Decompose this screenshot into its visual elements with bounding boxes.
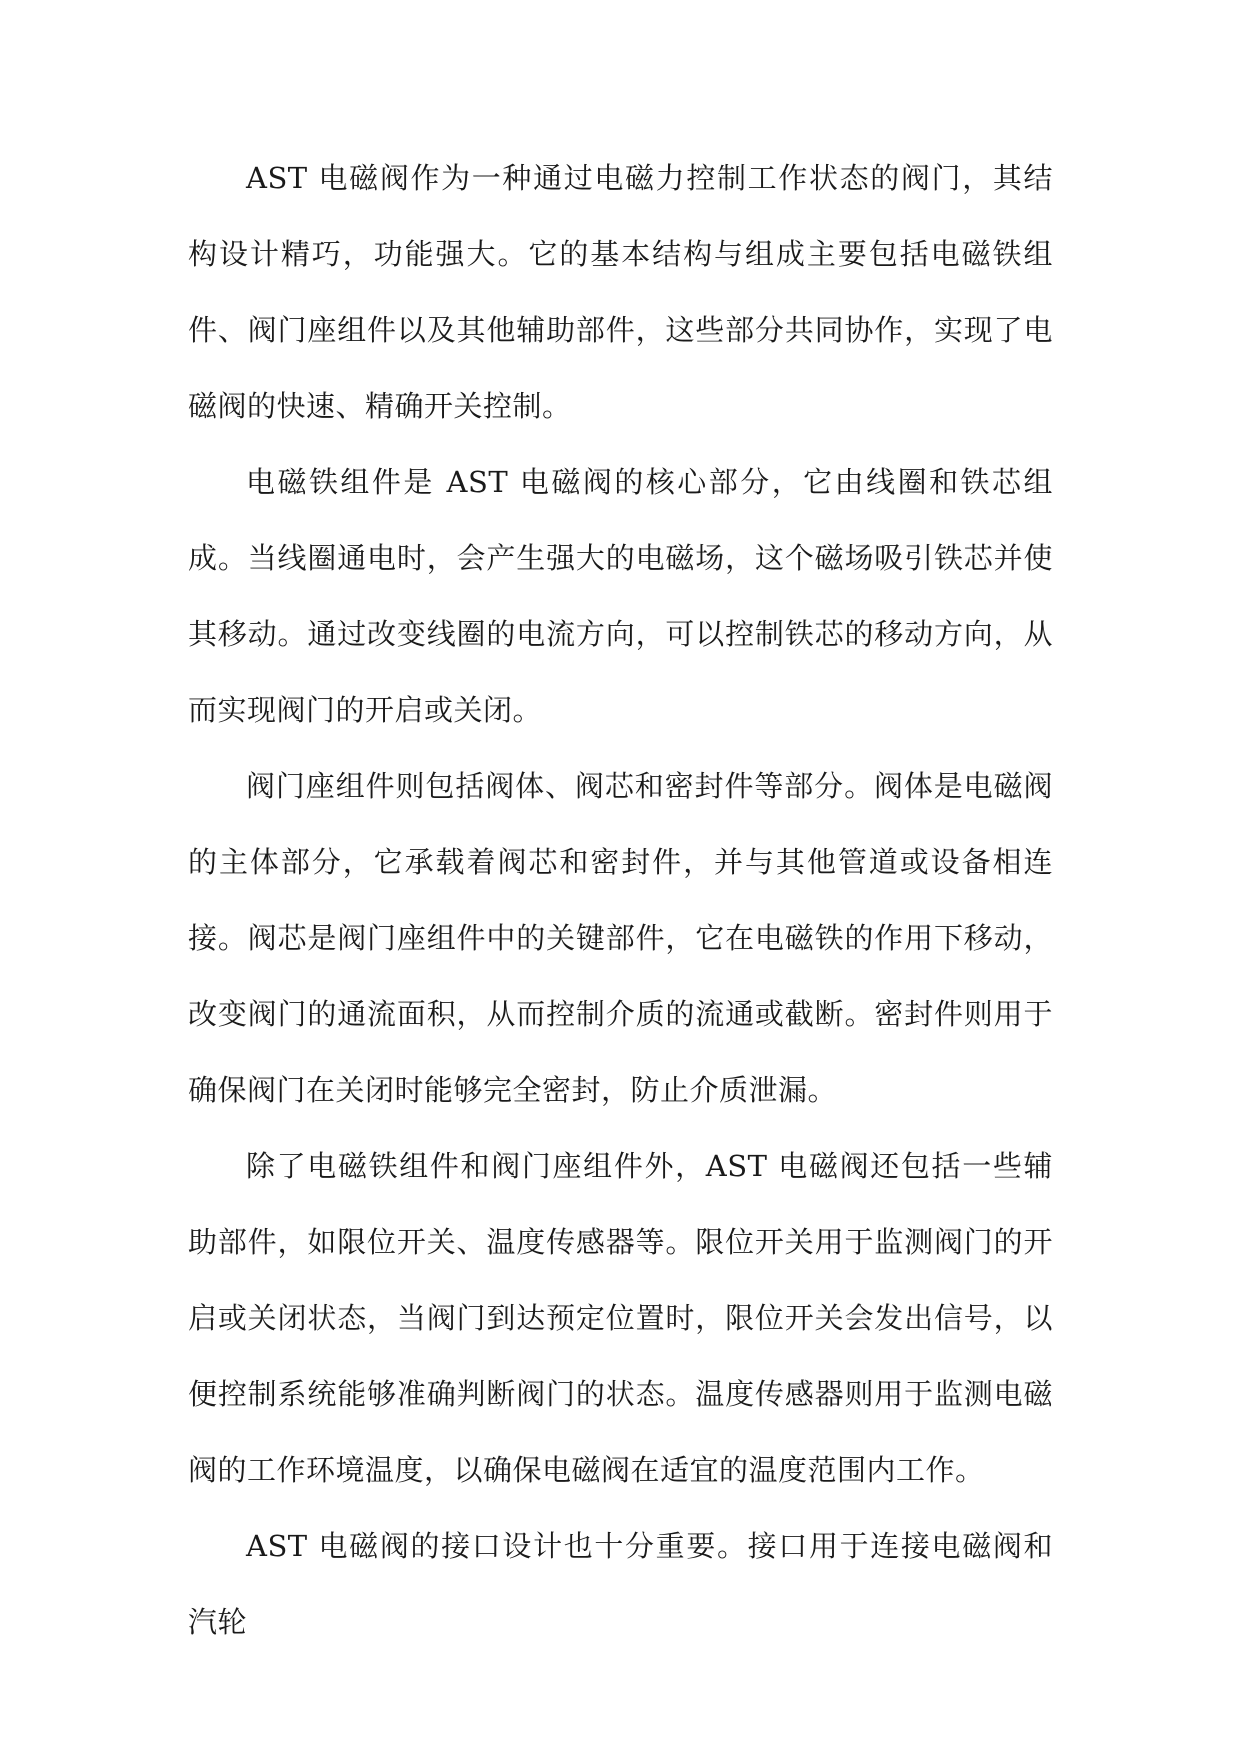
paragraph-valve-seat-assembly: 阀门座组件则包括阀体、阀芯和密封件等部分。阀体是电磁阀的主体部分，它承载着阀芯和密封件，并与其他管道或设备相连接。阀芯是阀门座组件中的关键部件，它在电磁铁的作用下移动，改变阀门的通流面积，从而控制介质的流通或截断。密封件则用于确保阀门在关闭时能够完全密封，防止介质泄漏。 (188, 769, 1053, 1107)
paragraph-structure-overview: AST 电磁阀作为一种通过电磁力控制工作状态的阀门，其结构设计精巧，功能强大。它的基本结构与组成主要包括电磁铁组件、阀门座组件以及其他辅助部件，这些部分共同协作，实现了电磁阀的快速、精确开关控制。 (188, 161, 1053, 423)
paragraph-auxiliary-components: 除了电磁铁组件和阀门座组件外，AST 电磁阀还包括一些辅助部件，如限位开关、温度传感器等。限位开关用于监测阀门的开启或关闭状态，当阀门到达预定位置时，限位开关会发出信号，以便控制系统能够准确判断阀门的状态。温度传感器则用于监测电磁阀的工作环境温度，以确保电磁阀在适宜的温度范围内工作。 (188, 1149, 1053, 1487)
paragraph-interface-design: AST 电磁阀的接口设计也十分重要。接口用于连接电磁阀和汽轮 (188, 1529, 1053, 1639)
paragraph-electromagnet-assembly: 电磁铁组件是 AST 电磁阀的核心部分，它由线圈和铁芯组成。当线圈通电时，会产生强大的电磁场，这个磁场吸引铁芯并使其移动。通过改变线圈的电流方向，可以控制铁芯的移动方向，从而实现阀门的开启或关闭。 (188, 465, 1053, 727)
document-body (188, 140, 1053, 1660)
